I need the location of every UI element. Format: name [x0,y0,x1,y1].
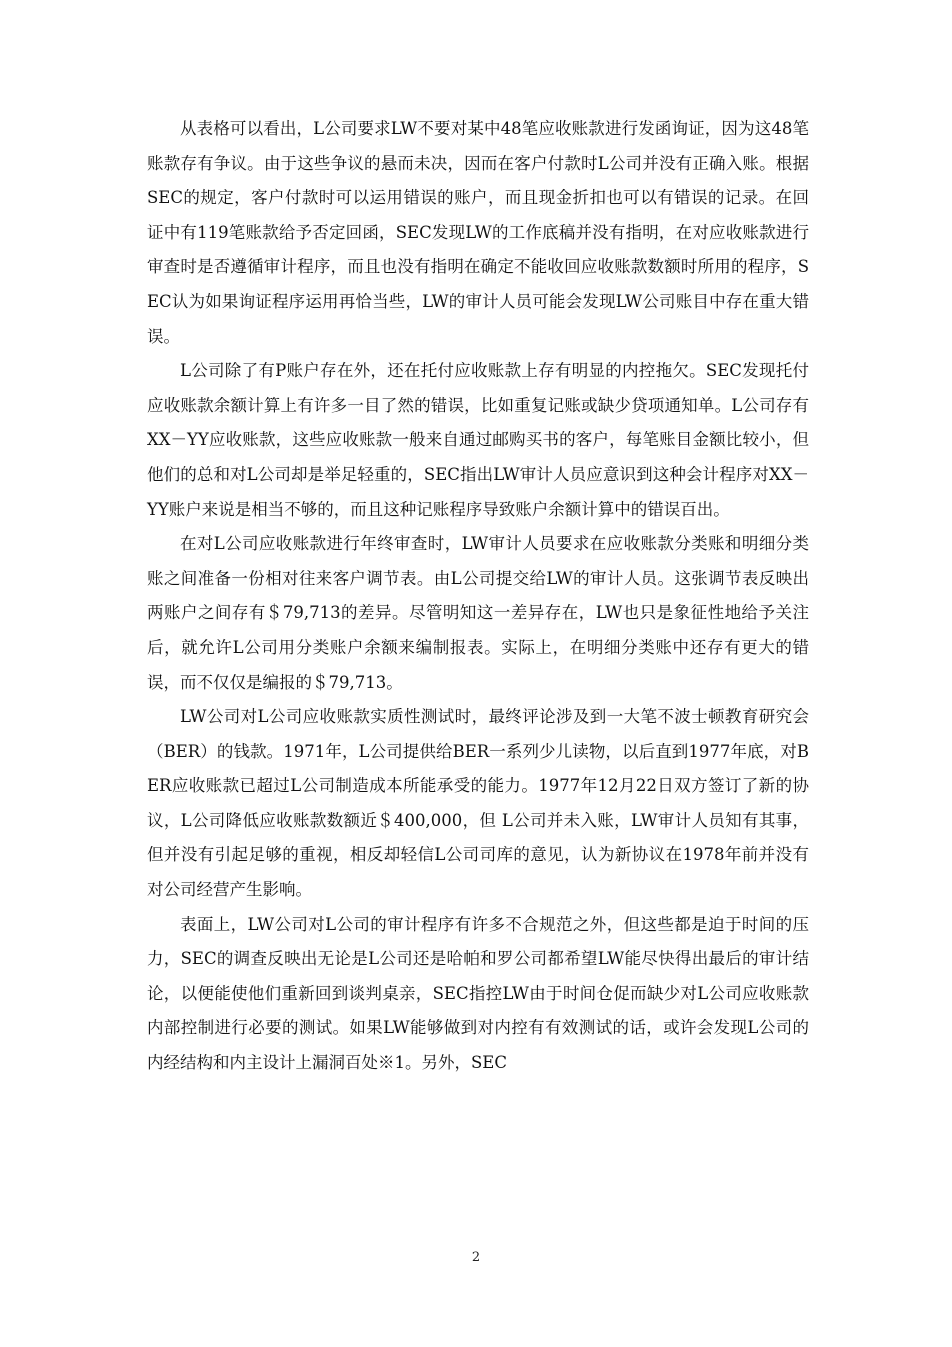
paragraph-1: 从表格可以看出，L公司要求LW不要对某中48笔应收账款进行发函询证，因为这48笔账款存有争议。由于这些争议的悬而未决，因而在客户付款时L公司并没有正确入账。根据SEC的规定，客户付款时可以运用错误的账户，而且现金折扣也可以有错误的记录。在回证中有119笔账款给予否定回函，SEC发现LW的工作底稿并没有指明，在对应收账款进行审查时是否遵循审计程序，而且也没有指明在确定不能收回应收账款数额时所用的程序，SEC认为如果询证程序运用再恰当些，LW的审计人员可能会发现LW公司账目中存在重大错误。 [147,119,809,346]
paragraph-5: 表面上，LW公司对L公司的审计程序有许多不合规范之外，但这些都是迫于时间的压力，SEC的调查反映出无论是L公司还是哈帕和罗公司都希望LW能尽快得出最后的审计结论，以便能使他们重新回到谈判桌亲，SEC指控LW由于时间仓促而缺少对L公司应收账款内部控制进行必要的测试。如果LW能够做到对内控有有效测试的话，或许会发现L公司的内经结构和内主设计上漏洞百处※1。另外，SEC [147,914,809,1073]
paragraph-3: 在对L公司应收账款进行年终审查时，LW审计人员要求在应收账款分类账和明细分类账之间准备一份相对往来客户调节表。由L公司提交给LW的审计人员。这张调节表反映出两账户之间存有＄79,713的差异。尽管明知这一差异存在，LW也只是象征性地给予关注后，就允许L公司用分类账户余额来编制报表。实际上，在明细分类账中还存有更大的错误，而不仅仅是编报的＄79,713。 [147,534,809,692]
body-text [147,112,809,1081]
paragraph-4: LW公司对L公司应收账款实质性测试时，最终评论涉及到一大笔不波士顿教育研究会（BER）的钱款。1971年，L公司提供给BER一系列少儿读物，以后直到1977年底，对BER应收账款已超过L公司制造成本所能承受的能力。1977年12月22日双方签订了新的协议，L公司降低应收账款数额近＄400,000，但 L公司并未入账，LW审计人员知有其事，但并没有引起足够的重视，相反却轻信L公司司库的意见，认为新协议在1978年前并没有对公司经营产生影响。 [147,707,809,900]
page-number: 2 [471,1250,481,1265]
paragraph-2: L公司除了有P账户存在外，还在托付应收账款上存有明显的内控拖欠。SEC发现托付应收账款余额计算上有许多一目了然的错误，比如重复记账或缺少贷项通知单。L公司存有XX－YY应收账款，这些应收账款一般来自通过邮购买书的客户，每笔账目金额比较小，但他们的总和对L公司却是举足轻重的，SEC指出LW审计人员应意识到这种会计程序对XX－YY账户来说是相当不够的，而且这种记账程序导致账户余额计算中的错误百出。 [147,361,809,519]
